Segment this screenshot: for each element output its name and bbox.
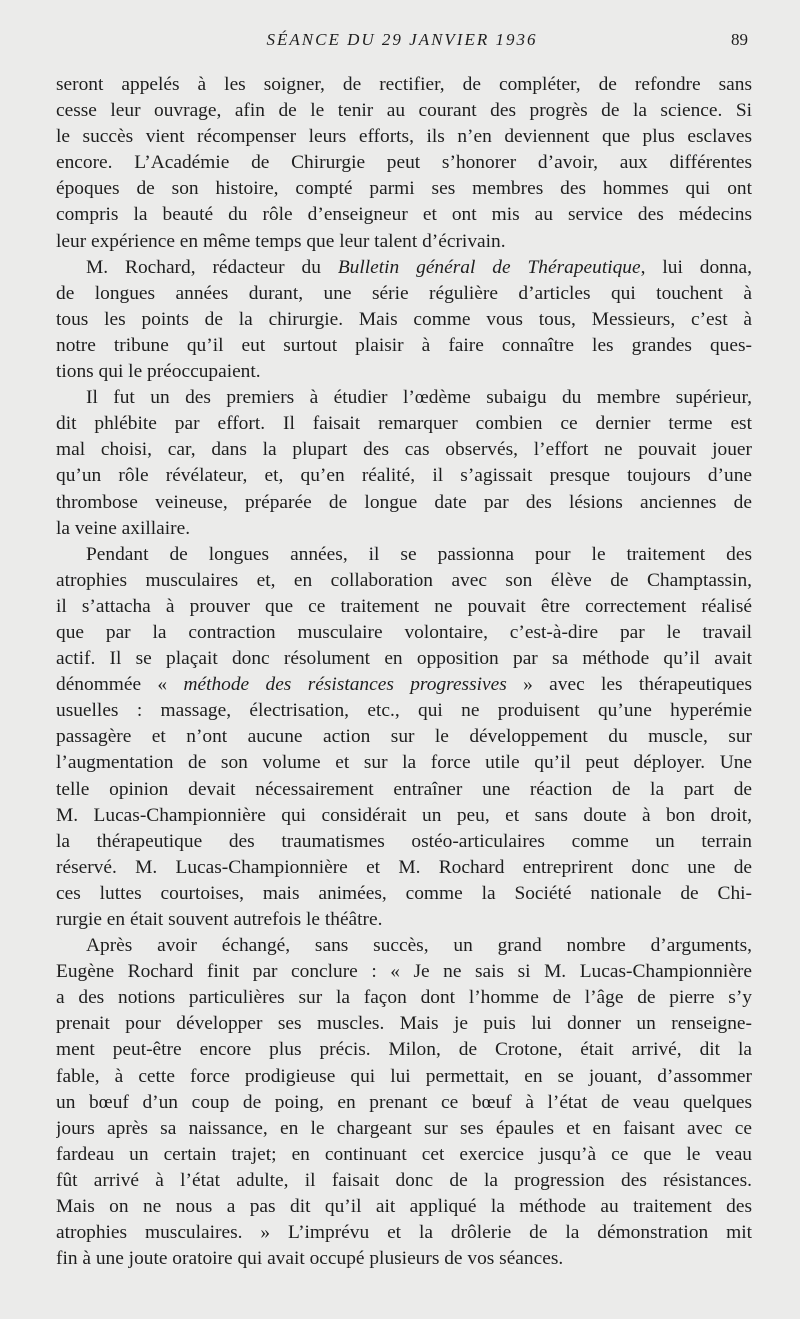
text-line: M. Lucas-Championnière qui considérait un peu, et sans doute à bon droit, xyxy=(56,804,752,826)
text-line: Eugène Rochard finit par conclure : « Je ne sais si M. Lucas-Championnière xyxy=(56,961,752,983)
text-line: notre tribune qu’il eut surtout plaisir à faire connaître les grandes ques- xyxy=(56,334,752,356)
text-run: M. Rochard, rédacteur du xyxy=(86,256,338,278)
body-text xyxy=(56,72,752,1272)
text-line: que par la contraction musculaire volontaire, c’est-à-dire par le travail xyxy=(56,621,752,643)
text-line: le succès vient récompenser leurs efforts, ils n’en deviennent que plus esclaves xyxy=(56,126,752,148)
text-line: qu’un rôle révélateur, et, qu’en réalité, il s’agissait presque toujours d’une xyxy=(56,465,752,487)
text-line: il s’attacha à prouver que ce traitement ne pouvait être correctement réalisé xyxy=(56,595,752,617)
page-header xyxy=(56,30,748,56)
text-line: telle opinion devait nécessairement entraîner une réaction de la part de xyxy=(56,778,752,800)
text-line: compris la beauté du rôle d’enseigneur et ont mis au service des médecins xyxy=(56,204,752,226)
text-line: mal choisi, car, dans la plupart des cas observés, l’effort ne pouvait jouer xyxy=(56,439,752,461)
text-line: fin à une joute oratoire qui avait occupé plusieurs de vos séances. xyxy=(56,1248,564,1270)
text-line: Mais on ne nous a pas dit qu’il ait appliqué la méthode au traitement des xyxy=(56,1196,752,1218)
text-line: seront appelés à les soigner, de rectifier, de compléter, de refondre sans xyxy=(56,74,752,95)
text-run: dénommée « xyxy=(56,674,184,696)
text-line: encore. L’Académie de Chirurgie peut s’honorer d’avoir, aux différentes xyxy=(56,152,752,174)
text-line: époques de son histoire, compté parmi ses membres des hommes qui ont xyxy=(56,178,752,200)
text-line: rurgie en était souvent autrefois le théâtre. xyxy=(56,909,383,930)
text-line: de longues années durant, une série régulière d’articles qui touchent à xyxy=(56,282,752,304)
text-line: la thérapeutique des traumatismes ostéo-articulaires comme un terrain xyxy=(56,830,752,852)
text-line: réservé. M. Lucas-Championnière et M. Rochard entreprirent donc une de xyxy=(56,856,752,878)
text-line: actif. Il se plaçait donc résolument en opposition par sa méthode qu’il avait xyxy=(56,648,752,670)
text-line: thrombose veineuse, préparée de longue date par des lésions anciennes de xyxy=(56,491,752,513)
text-run: , lui donna, xyxy=(640,256,752,278)
text-line: a des notions particulières sur la façon dont l’homme de l’âge de pierre s’y xyxy=(56,987,752,1009)
text-line: la veine axillaire. xyxy=(56,517,191,539)
text-line: fût arrivé à l’état adulte, il faisait donc de la progression des résistances. xyxy=(56,1169,752,1191)
text-line: Après avoir échangé, sans succès, un grand nombre d’arguments, xyxy=(86,935,752,957)
text-line: tions qui le préoccupaient. xyxy=(56,361,261,383)
text-line: l’augmentation de son volume et sur la force utile qu’il peut déployer. Une xyxy=(56,752,752,774)
text-line xyxy=(56,255,752,281)
text-line: ces luttes courtoises, mais animées, comme la Société nationale de Chi- xyxy=(56,882,752,904)
text-line: atrophies musculaires et, en collaboration avec son élève de Champtassin, xyxy=(56,569,752,591)
text-line: ment peut-être encore plus précis. Milon, de Crotone, était arrivé, dit la xyxy=(56,1039,752,1061)
text-line: leur expérience en même temps que leur talent d’écrivain. xyxy=(56,230,506,252)
italic-title: Bulletin général de Thérapeutique xyxy=(337,256,641,278)
text-line: fable, à cette force prodigieuse qui lui permettait, en se jouant, d’assommer xyxy=(56,1065,752,1087)
text-run: » avec les thérapeutiques xyxy=(506,674,752,696)
text-line: atrophies musculaires. » L’imprévu et la drôlerie de la démonstration mit xyxy=(56,1222,752,1244)
page-number: 89 xyxy=(731,30,748,49)
text-line: cesse leur ouvrage, afin de le tenir au courant des progrès de la science. Si xyxy=(56,100,752,122)
italic-title: méthode des résistances progressives xyxy=(183,674,507,696)
text-line: Il fut un des premiers à étudier l’œdème subaigu du membre supérieur, xyxy=(86,387,752,409)
text-line: fardeau un certain trajet; en continuant cet exercice jusqu’à ce que le veau xyxy=(56,1143,752,1165)
text-line: jours après sa naissance, en le chargeant sur ses épaules et en faisant avec ce xyxy=(56,1117,752,1139)
text-line: passagère et n’ont aucune action sur le développement du muscle, sur xyxy=(56,726,752,748)
text-line: usuelles : massage, électrisation, etc., qui ne produisent qu’une hyperémie xyxy=(56,700,752,722)
text-line: tous les points de la chirurgie. Mais comme vous tous, Messieurs, c’est à xyxy=(56,308,752,330)
text-line: Pendant de longues années, il se passionna pour le traitement des xyxy=(86,543,752,565)
text-line: un bœuf d’un coup de poing, en prenant ce bœuf à l’état de veau quelques xyxy=(56,1091,752,1113)
text-line: dit phlébite par effort. Il faisait remarquer combien ce dernier terme est xyxy=(56,413,752,435)
text-line xyxy=(56,672,752,698)
running-title: SÉANCE DU 29 JANVIER 1936 xyxy=(266,30,538,49)
text-line: prenait pour développer ses muscles. Mais je puis lui donner un renseigne- xyxy=(56,1013,752,1035)
